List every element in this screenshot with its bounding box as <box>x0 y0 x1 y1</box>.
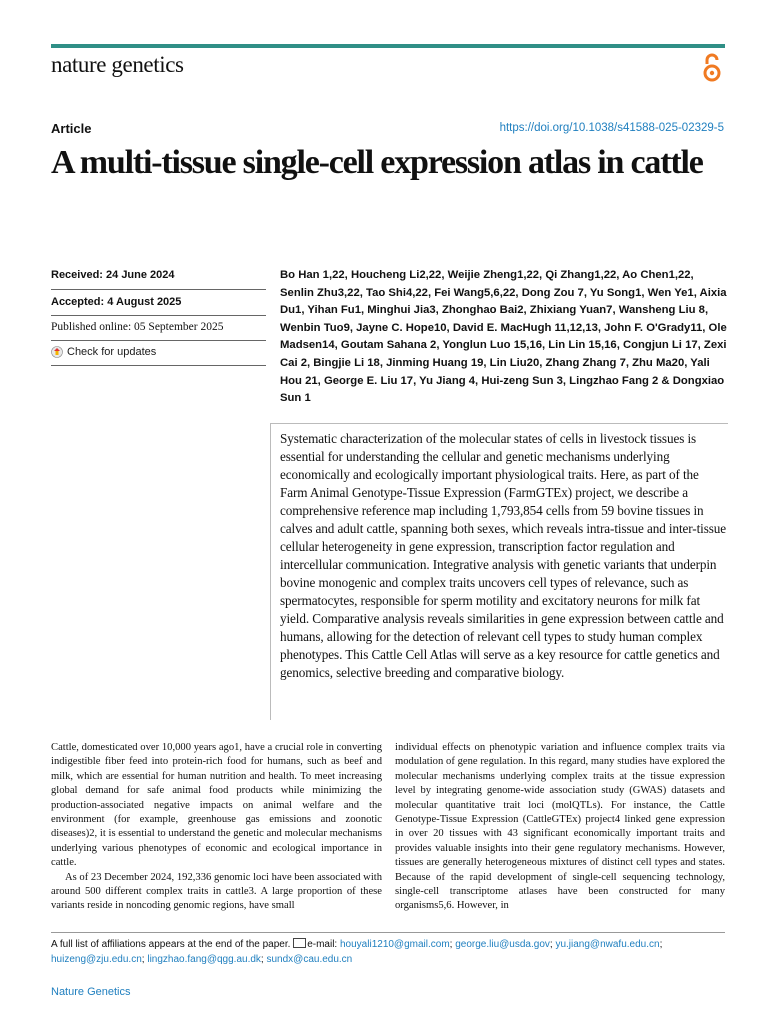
journal-name[interactable]: nature genetics <box>51 52 184 77</box>
published-date: Published online: 05 September 2025 <box>51 321 224 333</box>
article-title: A multi-tissue single-cell expression atlas in cattle <box>51 144 703 181</box>
open-access-icon[interactable] <box>700 52 724 84</box>
footnote-prefix: A full list of affiliations appears at the end of the paper. <box>51 939 291 950</box>
body-paragraph: individual effects on phenotypic variation and influence complex traits via modulation of gene regulation. In this regard, many studies have explored the molecular mechanisms underlying complex traits at the tissue expression level by integrating genome-wide association study (GWAS) datasets and molecular quantitative trait loci (molQTLs). For instance, the Cattle Genotype-Tissue Expression (CattleGTEx) project4 linked gene expression in over 20 tissues with 43 significant economically important traits and provides valuable insights into their gene regulatory mechanisms. However, tissues are generally heterogeneous mixtures of distinct cell types and states. Because of the rapid development of single-cell sequencing technology, single-cell transcriptome atlases have been constructed for many organisms5,6. However, in <box>395 742 725 912</box>
abstract-top-rule <box>270 423 728 424</box>
body-paragraph: As of 23 December 2024, 192,336 genomic loci have been associated with around 500 different complex traits in cattle3. A large proportion of these variants reside in noncoding genomic regions, have small <box>51 871 382 912</box>
email-link[interactable]: george.liu@usda.gov <box>455 939 550 950</box>
check-updates-label: Check for updates <box>67 346 157 358</box>
email-label: e-mail: <box>307 939 338 950</box>
author-list[interactable]: Bo Han 1,22, Houcheng Li2,22, Weijie Zheng1,22, Qi Zhang1,22, Ao Chen1,22, Senlin Zhu3,22, Tao Shi4,22, Fei Wang5,6,22, Dong Zou 7, Yu Song1, Wen Ye1, Aixia Du1, Yihan Fu1, Minghui Jia3, Zhonghao Bai2, Zhixiang Yuan7, Wansheng Liu 8, Wenbin Tuo9, Jayne C. Hope10, David E. MacHugh 11,12,13, John F. O'Grady11, Ole Madsen14, Goutam Sahana 2, Yonglun Luo 15,16, Lin Lin 15,16, Congjun Li 17, Zexi Cai 2, Bingjie Li 18, Jinming Huang 19, Lin Liu20, Zhang Zhang 7, Zhu Ma20, Yali Hou 21, George E. Liu 17, Yu Jiang 4, Hui-zeng Sun 3, Lingzhao Fang 2 & Dongxiao Sun 1 <box>280 269 727 405</box>
email-link[interactable]: yu.jiang@nwafu.edu.cn <box>555 939 660 950</box>
article-type-label: Article <box>51 121 92 136</box>
body-column-right <box>395 741 725 914</box>
footer-journal-name[interactable]: Nature Genetics <box>51 986 131 998</box>
divider <box>51 315 266 316</box>
received-date: Received: 24 June 2024 <box>51 269 175 281</box>
check-for-updates-button[interactable] <box>51 346 156 358</box>
body-paragraph: Cattle, domesticated over 10,000 years ago1, have a crucial role in converting indigestible fiber feed into protein-rich food for humans, such as beef and milk, which are essential for human nutrition and health. To meet increasing global demand for safe animal food products while minimizing the production-associated negative impacts on animal welfare and the environment (for example, greenhouse gas emissions and zoonotic diseases)2, it is essential to understand the genetic and molecular mechanisms underlying various phenotypes of economic and ecological importance in cattle. <box>51 742 382 869</box>
body-column-left <box>51 741 382 914</box>
abstract-text: Systematic characterization of the molecular states of cells in livestock tissues is essential for understanding the cellular and genetic mechanisms underlying economically and ecologically important physiological traits. Here, as part of the Farm Animal Genotype-Tissue Expression (FarmGTEx) project, we describe a comprehensive reference map including 1,793,854 cells from 59 bovine tissues in calves and adult cattle, spanning both sexes, which reveals intra-tissue and inter-tissue cellular heterogeneity in gene expression, transcription factor regulation and intercellular communication. Integrative analysis with genetic variants that underpin bovine monogenic and complex traits uncovers cell types of relevance, such as spermatocytes, responsible for sperm motility and excitatory neurons for milk fat yield. Comparative analysis reveals similarities in gene expression between cattle and humans, allowing for the detection of relevant cell types to study human complex phenotypes. This Cattle Cell Atlas will serve as a key resource for cattle genetics and genomics, selective breeding and comparative biology. <box>280 431 727 680</box>
accepted-date: Accepted: 4 August 2025 <box>51 296 182 308</box>
doi-link[interactable]: https://doi.org/10.1038/s41588-025-02329-5 <box>499 122 724 134</box>
email-link[interactable]: houyali1210@gmail.com <box>340 939 450 950</box>
email-link[interactable]: sundx@cau.edu.cn <box>266 954 353 965</box>
email-link[interactable]: huizeng@zju.edu.cn <box>51 954 142 965</box>
divider <box>51 340 266 341</box>
check-updates-icon <box>51 346 63 358</box>
footnote-rule <box>51 932 725 933</box>
divider <box>51 365 266 366</box>
email-link[interactable]: lingzhao.fang@qgg.au.dk <box>147 954 261 965</box>
header-accent-bar <box>51 44 725 48</box>
abstract-side-rule <box>270 424 271 720</box>
divider <box>51 289 266 290</box>
email-icon <box>293 938 306 948</box>
affiliations-footnote: A full list of affiliations appears at the end of the paper. e-mail: houyali1210@gmail.com; george.liu@usda.gov; yu.jiang@nwafu.edu.cn; huizeng@zju.edu.cn; lingzhao.fang@qgg.au.dk; sundx@cau.edu.cn <box>51 939 663 965</box>
